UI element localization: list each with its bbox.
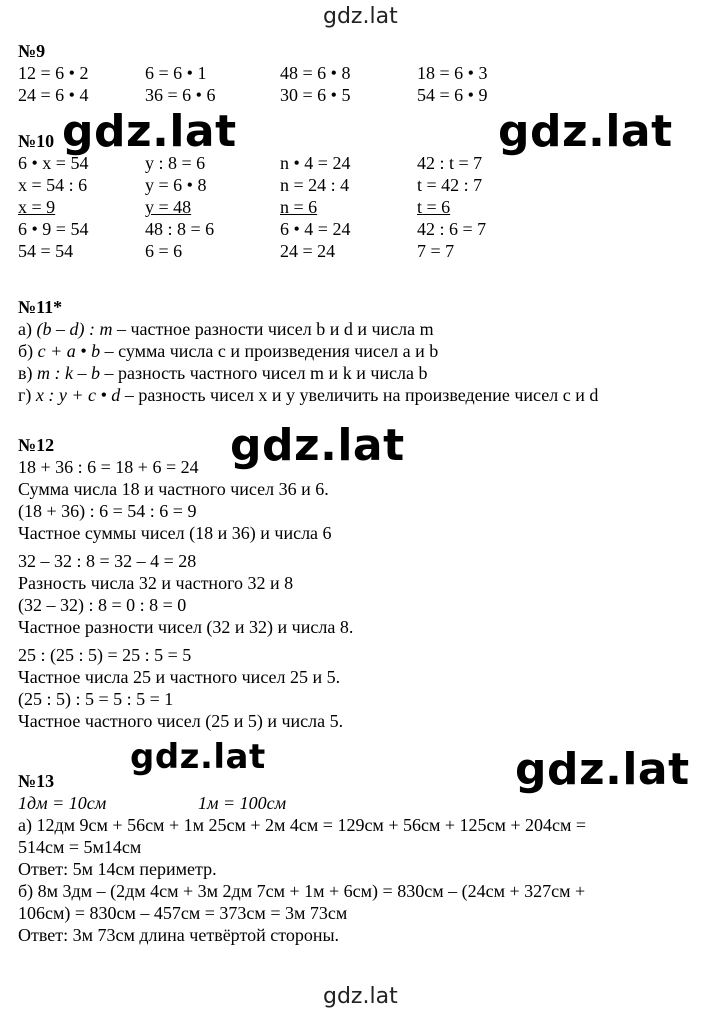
task-12-line: (32 – 32) : 8 = 0 : 8 = 0 <box>18 595 187 615</box>
cell: 24 = 6 • 4 <box>18 85 89 105</box>
answer-cell: y = 48 <box>145 197 192 217</box>
answer-cell: t = 6 <box>417 197 451 217</box>
cell: 6 • 4 = 24 <box>280 219 351 239</box>
task-12-line: (18 + 36) : 6 = 54 : 6 = 9 <box>18 501 197 521</box>
task-13-line: 106см) = 830см – 457см = 373см = 3м 73см <box>18 903 348 923</box>
cell: 12 = 6 • 2 <box>18 63 89 83</box>
task-12-line: Частное суммы чисел (18 и 36) и числа 6 <box>18 523 332 543</box>
cell: 6 • 9 = 54 <box>18 219 89 239</box>
cell: t = 42 : 7 <box>417 175 483 195</box>
task-12-line: Частное числа 25 и частного чисел 25 и 5. <box>18 667 341 687</box>
task-11-line: г) x : y + c • d – разность чисел x и y увеличить на произведение чисел c и d <box>18 385 599 405</box>
task-10-title: №10 <box>18 131 55 151</box>
task-12-line: Разность числа 32 и частного 32 и 8 <box>18 573 294 593</box>
cell: 48 : 8 = 6 <box>145 219 215 239</box>
answer-cell: n = 6 <box>280 197 318 217</box>
task-12-line: 25 : (25 : 5) = 25 : 5 = 5 <box>18 645 192 665</box>
cell: n = 24 : 4 <box>280 175 350 195</box>
task-9 <box>18 40 557 106</box>
cell: 48 = 6 • 8 <box>280 63 351 83</box>
cell: y : 8 = 6 <box>145 153 206 173</box>
task-13 <box>18 770 586 946</box>
task-13-line: Ответ: 5м 14см периметр. <box>18 859 217 879</box>
task-13-line: б) 8м 3дм – (2дм 4см + 3м 2дм 7см + 1м + 6см) = 830см – (24см + 327см + <box>18 881 586 901</box>
answer-cell: x = 9 <box>18 197 56 217</box>
watermark-overlay: gdz.lat <box>515 744 690 795</box>
task-12-line: 18 + 36 : 6 = 18 + 6 = 24 <box>18 457 199 477</box>
cell: n • 4 = 24 <box>280 153 351 173</box>
task-12-line: Частное разности чисел (32 и 32) и числа 8. <box>18 617 354 637</box>
watermark-overlay: gdz.lat <box>62 106 237 157</box>
task-12-line: 32 – 32 : 8 = 32 – 4 = 28 <box>18 551 197 571</box>
task-13-line: 514см = 5м14см <box>18 837 142 857</box>
task-11-title: №11* <box>18 297 63 317</box>
cell: 42 : 6 = 7 <box>417 219 487 239</box>
task-13-line: Ответ: 3м 73см длина четвёртой стороны. <box>18 925 340 945</box>
task-12-line: Сумма числа 18 и частного чисел 36 и 6. <box>18 479 329 499</box>
cell: 24 = 24 <box>280 241 336 261</box>
cell: 54 = 6 • 9 <box>417 85 488 105</box>
task-13-line: а) 12дм 9см + 56см + 1м 25см + 2м 4см = 129см + 56см + 125см + 204см = <box>18 815 587 835</box>
cell: 7 = 7 <box>417 241 455 261</box>
task-12-line: (25 : 5) : 5 = 5 : 5 = 1 <box>18 689 174 709</box>
task-11-line: в) m : k – b – разность частного чисел m и k и числа b <box>18 363 428 383</box>
cell: 30 = 6 • 5 <box>280 85 351 105</box>
watermark-overlay: gdz.lat <box>230 420 405 471</box>
task-12-line: Частное частного чисел (25 и 5) и числа 5. <box>18 711 344 731</box>
cell: 18 = 6 • 3 <box>417 63 488 83</box>
task-13-title: №13 <box>18 771 55 791</box>
task-10-grid <box>18 152 557 262</box>
task-11 <box>18 296 598 406</box>
watermark-overlay: gdz.lat <box>130 737 266 777</box>
cell: y = 6 • 8 <box>145 175 207 195</box>
task-12 <box>18 434 353 732</box>
watermark-top: gdz.lat <box>323 4 398 29</box>
watermark-bottom: gdz.lat <box>323 984 398 1009</box>
task-11-line: б) c + a • b – сумма числа c и произведения чисел a и b <box>18 341 439 361</box>
cell: 6 = 6 <box>145 241 183 261</box>
task-9-grid <box>18 62 557 106</box>
cell: 6 = 6 • 1 <box>145 63 207 83</box>
watermark-overlay: gdz.lat <box>498 106 673 157</box>
task-9-title: №9 <box>18 41 46 61</box>
cell: 6 • x = 54 <box>18 153 89 173</box>
task-13-units: 1дм = 10см 1м = 100см <box>18 793 287 813</box>
cell: 54 = 54 <box>18 241 74 261</box>
cell: 42 : t = 7 <box>417 153 483 173</box>
cell: x = 54 : 6 <box>18 175 88 195</box>
cell: 36 = 6 • 6 <box>145 85 216 105</box>
task-11-line: а) (b – d) : m – частное разности чисел b и d и числа m <box>18 319 434 339</box>
task-12-title: №12 <box>18 435 55 455</box>
